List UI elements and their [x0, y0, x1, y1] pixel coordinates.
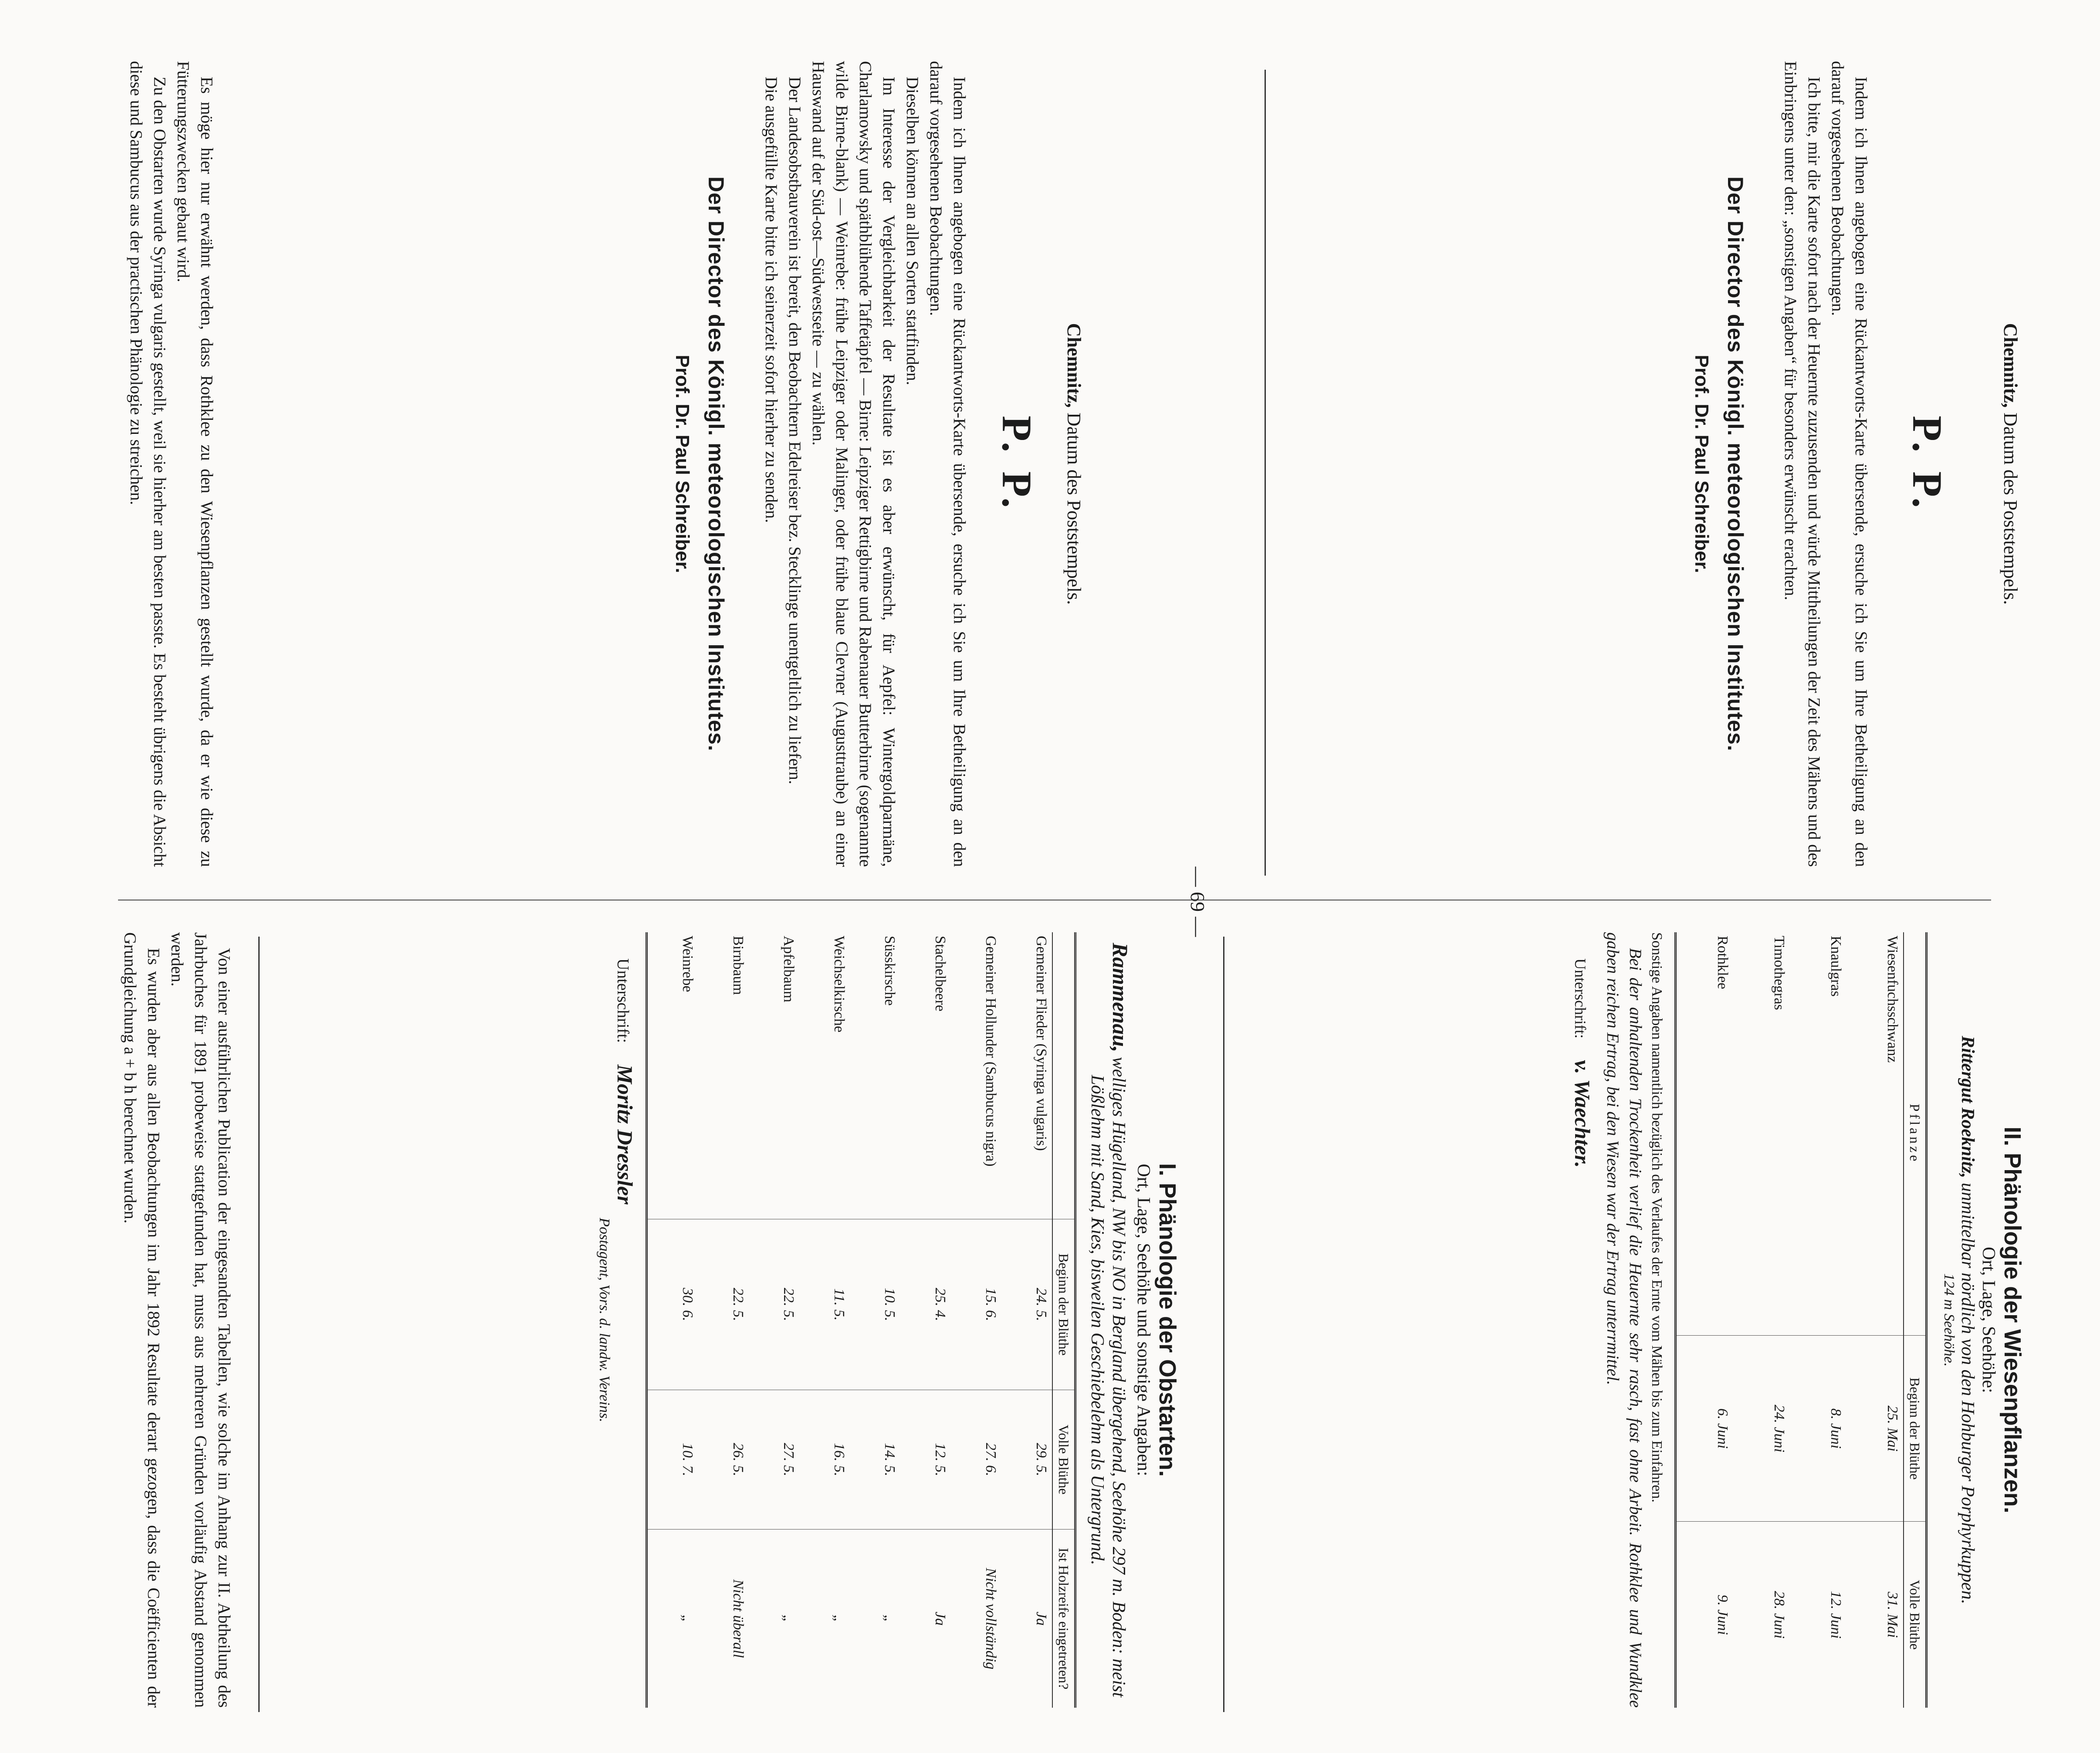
signature-line: Unterschrift: v. Waechter. [1570, 958, 1595, 1168]
table-header-row: Pflanze Beginn der Blüthe Volle Blüthe [1904, 932, 1925, 1708]
closing-text: Von einer ausführlichen Publication der eingesandten Tabellen, wie solche im Anhang zur II. Abtheilung des Jahrbuches für 1891 probeweise stattgefunden hat, muss aus mehreren Gründen vorläufig Abstand genommen werden. Es wurden aber aus allen Beobachtungen im Jahr 1892 Resultate derart gezogen, dass die Coëfficienten der Grundgleichung a + b h berechnet wurden. [121, 932, 233, 1708]
salutation: P. P. [994, 416, 1040, 512]
signature-title: Der Director des Königl. meteorologischen Institutes. [1723, 176, 1748, 751]
page-number: — 69 — [1187, 866, 1209, 937]
section-title: I. Phänologie der Obstarten. [1154, 1163, 1180, 1477]
paragraph: Dieselben können an allen Sorten stattfinden. [903, 77, 922, 386]
section-title: II. Phänologie der Wiesenpflanzen. [1999, 1127, 2026, 1513]
section-subtitle: Ort, Lage, Seehöhe: [1978, 1247, 1999, 1393]
table-row: Süsskirsche 10. 5. 14. 5. „ [850, 932, 900, 1708]
table-row: Weichselkirsche 11. 5. 16. 5. „ [799, 932, 850, 1708]
elevation: 124 m Seehöhe. [1941, 1273, 1957, 1367]
paragraph: Der Landesobstbauverein ist bereit, den Beobachtern Edelreiser bez. Stecklinge unentgeltlich zu liefern. [785, 77, 804, 785]
location: Rittergut Roeknitz, unmittelbar nördlich von den Hohburger Porphyrkuppen. [1958, 1036, 1978, 1604]
signature: v. Waechter. [1570, 1059, 1595, 1168]
location: Rammenau, welliges Hügelland, NW bis NO in Bergland übergehend, Seehöhe 297 m. Boden: meist Lößlehm mit Sand, Kies, bisweilen Geschiebelehm als Untergrund. [1087, 942, 1133, 1698]
footnote: Es möge hier nur erwähnt werden, dass Rothklee zu den Wiesenpflanzen gestellt wurde, da er wie diese zu Fütterungszwecken gebaut wird. Zu den Obstarten wurde Syringa vulgaris gestellt, weil sie hierher am besten passte. Es besteht übrigens die Absicht diese und Sambucus aus der practischen Phänologie zu streichen. [127, 61, 216, 867]
section-subtitle: Ort, Lage, Seehöhe und sonstige Angaben: [1133, 1164, 1153, 1476]
table-row: Wiesenfuchsschwanz 25. Mai 31. Mai [1846, 932, 1904, 1708]
signature-name: Prof. Dr. Paul Schreiber. [672, 355, 693, 573]
fruit-table [646, 932, 1076, 1708]
paragraph: Indem ich Ihnen angebogen eine Rückantworts-Karte übersende, ersuche ich Sie um Ihre Betheiligung an den darauf vorgesehenen Beobachtungen. [927, 61, 969, 867]
postmark-date-line: Chemnitz, Datum des Poststempels. [1063, 323, 1085, 605]
table-row: Knaulgras 8. Juni 12. Juni [1790, 932, 1846, 1708]
meadow-phenology-section [1570, 932, 2026, 1708]
salutation: P. P. [1904, 416, 1951, 512]
circular-card-meadows [1691, 61, 2022, 867]
table-row: Weinrebe 30. 6. 10. 7. „ [648, 932, 698, 1708]
signature-name: Prof. Dr. Paul Schreiber. [1691, 355, 1712, 573]
fruit-phenology-section [596, 932, 1181, 1708]
postmark-date-line: Chemnitz, Datum des Poststempels. [2000, 323, 2021, 605]
paragraph: Indem ich Ihnen angebogen eine Rückantworts-Karte übersende, ersuche ich Sie um Ihre Betheiligung an den darauf vorgesehenen Beobachtungen. [1828, 61, 1870, 867]
signature: Moritz Dressler [613, 1064, 637, 1205]
section-rule [258, 937, 260, 1712]
table-header-row: Beginn der Blüthe Volle Blüthe Ist Holzreife eingetreten? [1052, 932, 1074, 1708]
meadow-table [1674, 932, 1928, 1708]
signature-line: Unterschrift: Moritz Dressler [613, 958, 637, 1205]
section-rule [1265, 70, 1266, 876]
table-row: Apfelbaum 22. 5. 27. 5. „ [749, 932, 799, 1708]
circular-card-fruit [671, 61, 1085, 867]
paragraph: Ich bitte, mir die Karte sofort nach der Heuernte zuzusenden und würde Mittheilungen der Zeit des Mähens und des Einbringens unter den: „sonstigen Angaben“ für besonders erwünscht erachten. [1781, 61, 1823, 867]
notes-label: Sonstige Angaben namentlich bezüglich des Verlaufes der Ernte vom Mähen bis zum Einfahren. [1649, 932, 1665, 1503]
table-row: Timothegras 24. Juni 28. Juni [1733, 932, 1790, 1708]
signature-title: Der Director des Königl. meteorologischen Institutes. [704, 176, 728, 751]
paragraph: Im Interesse der Vergleichbarkeit der Resultate ist es aber erwünscht, für Aepfel: Wintergoldparmäne, Charlamowsky und späthblühende Taffetäpfel — Birne: Leipziger Rettigbirne und Rabenauer Butterbirne (sogenannte wilde Birne-blank) — Weinrebe: frühe Leipziger oder Malinger, oder frühe blaue Clevner (Augusttraube) an einer Hauswand auf der Süd-ost—Südwestseite — zu wählen. [809, 61, 898, 867]
paragraph: Die ausgefüllte Karte bitte ich seinerzeit sofort hierher zu senden. [762, 77, 781, 523]
table-row: Rothklee 6. Juni 9. Juni [1677, 932, 1733, 1708]
table-row: Stachelbeere 25. 4. 12. 5. Ja [900, 932, 951, 1708]
table-row: Birnbaum 22. 5. 26. 5. Nicht überall [698, 932, 749, 1708]
signature-note: Postagent, Vors. d. landw. Vereins. [596, 1218, 612, 1422]
table-row: Gemeiner Flieder (Syringa vulgaris) 24. 5. 29. 5. Ja [1001, 932, 1052, 1708]
section-rule [1223, 937, 1224, 1712]
table-row: Gemeiner Hollunder (Sambucus nigra) 15. 6. 27. 6. Nicht vollständig [951, 932, 1001, 1708]
notes-text: Bei der anhaltenden Trockenheit verlief die Heuernte sehr rasch, fast ohne Arbeit. Rothklee und Wundklee gaben reichen Ertrag, bei den Wiesen war der Ertrag unterrmittel. [1603, 932, 1645, 1708]
